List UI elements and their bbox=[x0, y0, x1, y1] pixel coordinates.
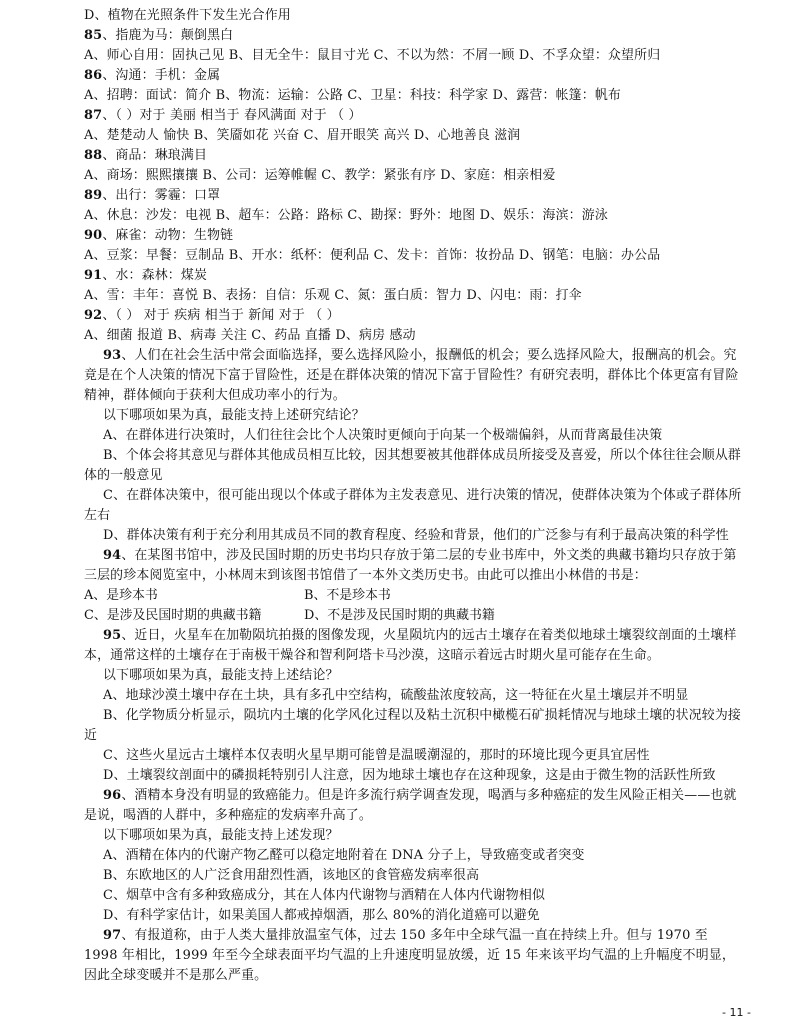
page-number: - 11 - bbox=[722, 1006, 751, 1019]
q94-option-b: B、不是珍本书 bbox=[304, 588, 391, 603]
q94-stem: 94、在某图书馆中，涉及民国时期的历史书均只存放于第二层的专业书库中，外文类的典藏书籍均只存放于第三层的珍本阅览室中，小林周末到该图书馆借了一本外文类历史书。由此可以推出小林借的书是： bbox=[84, 548, 737, 583]
q91-stem: 91、水：森林：煤炭 bbox=[84, 268, 208, 283]
q96-prompt: 以下哪项如果为真，最能支持上述发现？ bbox=[103, 828, 339, 843]
q93-option-c: C、在群体决策中，很可能出现以个体或子群体为主发表意见、进行决策的情况，使群体决策为个体或子群体所左右 bbox=[84, 488, 742, 523]
q97-stem: 97、有报道称，由于人类大量排放温室气体，过去 150 多年中全球气温一直在持续上升。但与 1970 至 1998 年相比，1999 年至今全球表面平均气温的上升速度明显放缓，近 15 年来该平均气温的上升幅度不明显，因此全球变暖并不是那么严重。 bbox=[84, 928, 736, 983]
q95-prompt: 以下哪项如果为真，最能支持上述结论？ bbox=[103, 668, 339, 683]
q95-option-c: C、这些火星远古土壤样本仅表明火星早期可能曾是温暖潮湿的，那时的环境比现今更具宜居性 bbox=[103, 748, 650, 763]
q93-option-b: B、个体会将其意见与群体其他成员相互比较，因其想要被其他群体成员所接受及喜爱，所以个体往往会顺从群体的一般意见 bbox=[84, 448, 742, 483]
q96-option-c: C、烟草中含有多种致癌成分，其在人体内代谢物与酒精在人体内代谢物相似 bbox=[103, 888, 546, 903]
q94-option-d: D、不是涉及民国时期的典藏书籍 bbox=[304, 608, 495, 623]
q96-option-d: D、有科学家估计，如果美国人都戒掉烟酒，那么 80%的消化道癌可以避免 bbox=[103, 908, 540, 923]
q95-option-b: B、化学物质分析显示，陨坑内土壤的化学风化过程以及粘土沉积中橄榄石矿损耗情况与地球土壤的状况较为接近 bbox=[84, 708, 742, 743]
q92-stem: 92、（ ） 对于 疾病 相当于 新闻 对于 （ ） bbox=[84, 308, 340, 323]
q94-option-c: C、是涉及民国时期的典藏书籍 bbox=[84, 608, 262, 623]
q89-stem: 89、出行：雾霾：口罩 bbox=[84, 188, 221, 203]
q95-option-a: A、地球沙漠土壤中存在土块，具有多孔中空结构，硫酸盐浓度较高，这一特征在火星土壤层并不明显 bbox=[103, 688, 689, 703]
q88-options: A、商场：熙熙攘攘 B、公司：运筹帷幄 C、教学：紧张有序 D、家庭：相亲相爱 bbox=[84, 168, 556, 183]
q91-options: A、雪：丰年：喜悦 B、表扬：自信：乐观 C、氮：蛋白质：智力 D、闪电：雨：打伞 bbox=[84, 288, 582, 303]
q86-stem: 86、沟通：手机：金属 bbox=[84, 68, 221, 83]
q95-stem: 95、近日，火星车在加勒陨坑拍摄的图像发现，火星陨坑内的远古土壤存在着类似地球土壤裂纹剖面的土壤样本，通常这样的土壤存在于南极干燥谷和智利阿塔卡马沙漠，这暗示着远古时期火星可能存在生命。 bbox=[84, 628, 737, 663]
q93-option-d: D、群体决策有利于充分利用其成员不同的教育程度、经验和背景，他们的广泛参与有利于最高决策的科学性 bbox=[103, 528, 729, 543]
q89-options: A、休息：沙发：电视 B、超车：公路：路标 C、勘探：野外：地图 D、娱乐：海滨：游泳 bbox=[84, 208, 608, 223]
q96-option-a: A、酒精在体内的代谢产物乙醛可以稳定地附着在 DNA 分子上，导致癌变或者突变 bbox=[103, 848, 585, 863]
q95-option-d: D、土壤裂纹剖面中的磷损耗特别引人注意，因为地球土壤也存在这种现象，这是由于微生物的活跃性所致 bbox=[103, 768, 716, 783]
q90-options: A、豆浆：早餐：豆制品 B、开水：纸杯：便利品 C、发卡：首饰：妆扮品 D、钢笔：电脑：办公品 bbox=[84, 248, 661, 263]
q85-options: A、师心自用：固执己见 B、目无全牛：鼠目寸光 C、不以为然：不屑一顾 D、不孚众望：众望所归 bbox=[84, 48, 661, 63]
q84-option-d: D、植物在光照条件下发生光合作用 bbox=[84, 8, 291, 23]
q90-stem: 90、麻雀：动物：生物链 bbox=[84, 228, 234, 243]
q96-option-b: B、东欧地区的人广泛食用甜烈性酒，该地区的食管癌发病率很高 bbox=[103, 868, 480, 883]
q87-options: A、楚楚动人 愉快 B、笑靥如花 兴奋 C、眉开眼笑 高兴 D、心地善良 滋润 bbox=[84, 128, 521, 143]
q93-stem: 93、人们在社会生活中常会面临选择，要么选择风险小，报酬低的机会；要么选择风险大，报酬高的机会。究竟是在个人决策的情况下富于冒险性，还是在群体决策的情况下富于冒险性？有研究表明，群体比个体更富有冒险精神，群体倾向于获利大但成功率小的行为。 bbox=[84, 348, 739, 403]
q92-options: A、细菌 报道 B、病毒 关注 C、药品 直播 D、病房 感动 bbox=[84, 328, 416, 343]
q85-stem: 85、指鹿为马：颠倒黑白 bbox=[84, 28, 234, 43]
q87-stem: 87、（ ）对于 美丽 相当于 春风满面 对于 （ ） bbox=[84, 108, 362, 123]
q86-options: A、招聘：面试：简介 B、物流：运输：公路 C、卫星：科技：科学家 D、露营：帐篷：帆布 bbox=[84, 88, 622, 103]
q96-stem: 96、酒精本身没有明显的致癌能力。但是许多流行病学调查发现，喝酒与多种癌症的发生风险正相关——也就是说，喝酒的人群中，多种癌症的发病率升高了。 bbox=[84, 788, 737, 823]
q93-prompt: 以下哪项如果为真，最能支持上述研究结论？ bbox=[103, 408, 365, 423]
q94-option-a: A、是珍本书 bbox=[84, 588, 158, 603]
q88-stem: 88、商品：琳琅满目 bbox=[84, 148, 208, 163]
q93-option-a: A、在群体进行决策时，人们往往会比个人决策时更倾向于向某一个极端偏斜，从而背离最佳决策 bbox=[103, 428, 663, 443]
